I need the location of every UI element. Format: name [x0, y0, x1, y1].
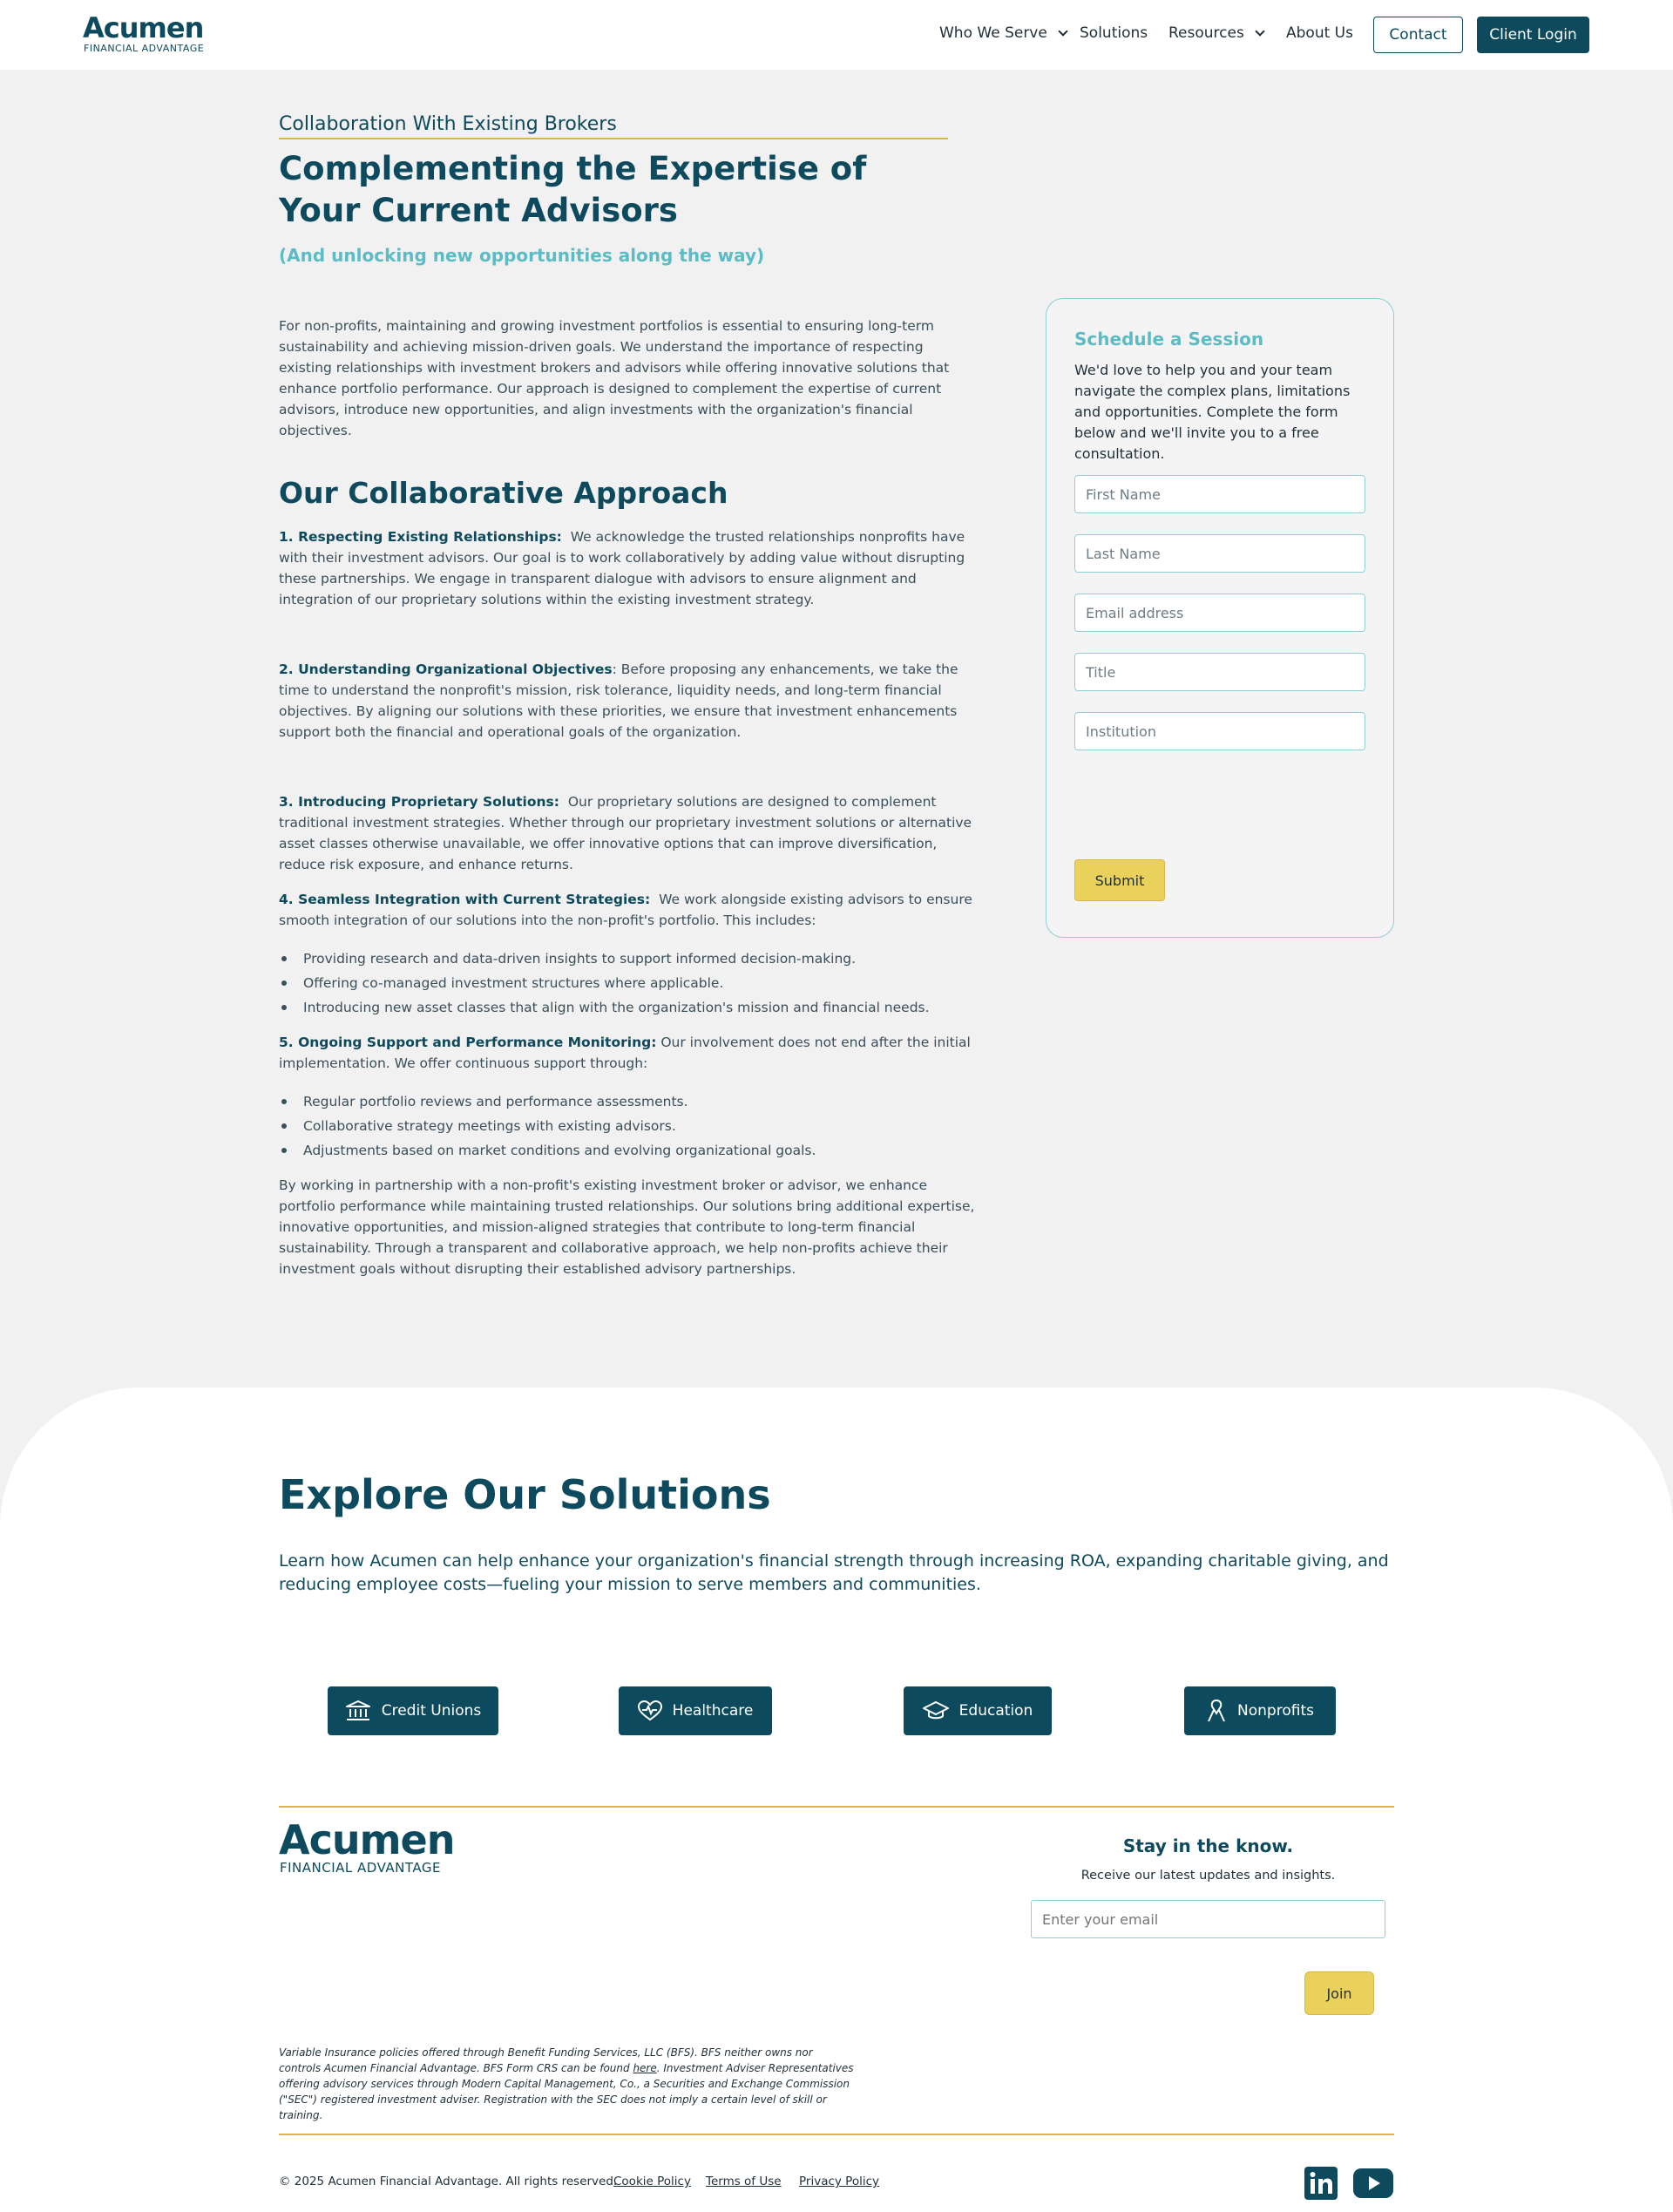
heart-pulse-icon	[638, 1700, 662, 1721]
newsletter-heading: Stay in the know.	[1122, 1835, 1294, 1856]
join-button[interactable]: Join	[1304, 1971, 1374, 2015]
list-item: Regular portfolio reviews and performance assessments.	[279, 1089, 976, 1114]
logo-word: Acumen	[279, 1816, 455, 1863]
point-text: Our involvement does not end after the initial implementation. We offer continuous support through:	[279, 1035, 971, 1071]
eyebrow-heading: Collaboration With Existing Brokers	[279, 113, 617, 135]
cookie-policy-link[interactable]: Cookie Policy	[613, 2175, 691, 2188]
list-item: Adjustments based on market conditions and evolving organizational goals.	[279, 1138, 976, 1163]
form-title: Schedule a Session	[1074, 329, 1264, 349]
healthcare-button[interactable]	[619, 1686, 772, 1735]
nav-resources[interactable]	[1168, 24, 1263, 42]
eyebrow-divider	[279, 138, 948, 139]
button-label: Education	[958, 1702, 1033, 1720]
point-title: 1. Respecting Existing Relationships:	[279, 529, 562, 545]
button-label: Nonprofits	[1237, 1702, 1314, 1720]
submit-button[interactable]: Submit	[1074, 859, 1165, 901]
footer-divider-bottom	[279, 2134, 1394, 2135]
bullet-list-5	[279, 1089, 976, 1163]
schedule-session-form	[1046, 298, 1394, 938]
point-title: 3. Introducing Proprietary Solutions:	[279, 794, 559, 810]
footer-logo[interactable]	[279, 1818, 453, 1876]
logo-subtitle: FINANCIAL ADVANTAGE	[84, 43, 205, 54]
site-header	[0, 0, 1673, 70]
logo[interactable]	[83, 12, 205, 56]
title-field[interactable]	[1074, 653, 1365, 691]
email-field[interactable]	[1074, 594, 1365, 632]
point-3	[279, 791, 976, 875]
nav-label: About Us	[1286, 24, 1353, 42]
chevron-down-icon	[1255, 26, 1264, 36]
privacy-policy-link[interactable]: Privacy Policy	[799, 2175, 880, 2188]
disclaimer-text	[279, 2045, 854, 2123]
nav-label: Resources	[1168, 24, 1244, 42]
approach-heading: Our Collaborative Approach	[279, 476, 728, 510]
linkedin-icon	[1304, 2167, 1338, 2200]
terms-of-use-link[interactable]: Terms of Use	[706, 2175, 782, 2188]
last-name-field[interactable]	[1074, 534, 1365, 573]
point-text: We acknowledge the trusted relationships nonprofits have with their investment advisors. Our goal is to work collaboratively by adding value without disrupting these partnerships. We engage in transparent dialogue with advisors to ensure alignment and integration of our proprietary solutions within the existing investment strategy.	[279, 529, 965, 607]
contact-button[interactable]: Contact	[1373, 17, 1463, 53]
point-text: Our proprietary solutions are designed to complement traditional investment strategies. Whether through our proprietary investment solutions or alternative asset classes otherwise unavailable, we offer innovative options that can improve diversification, reduce risk exposure, and enhance returns.	[279, 794, 972, 872]
explore-description: Learn how Acumen can help enhance your organization's financial strength through increasing ROA, expanding charitable giving, and reducing employee costs—fueling your mission to serve members and communities.	[279, 1551, 1389, 1594]
list-item: Providing research and data-driven insights to support informed decision-making.	[279, 947, 976, 971]
institution-field[interactable]	[1074, 712, 1365, 750]
bfs-crs-link[interactable]: here	[633, 2062, 657, 2074]
ribbon-icon	[1206, 1699, 1227, 1723]
nav-about-us[interactable]	[1286, 24, 1353, 42]
disclaimer-part: . Investment Adviser Representatives offering advisory services through Modern Capital Management, Co., a Securities and Exchange Commission ("SEC") registered investment adviser. Registration with the SEC does not imply a certain level of skill or training.	[279, 2062, 854, 2121]
point-title: 2. Understanding Organizational Objectives	[279, 662, 613, 677]
list-item: Offering co-managed investment structures where applicable.	[279, 971, 976, 995]
logo-subtitle: FINANCIAL ADVANTAGE	[280, 1860, 441, 1876]
list-item: Introducing new asset classes that align with the organization's mission and financial needs.	[279, 995, 976, 1020]
point-text: : Before proposing any enhancements, we take the time to understand the nonprofit's mission, risk tolerance, liquidity needs, and long-term financial objectives. By aligning our solutions with these priorities, we ensure that investment enhancements support both the financial and operational goals of the organization.	[279, 662, 958, 740]
button-label: Healthcare	[672, 1702, 754, 1720]
linkedin-link[interactable]	[1304, 2167, 1338, 2203]
point-2	[279, 659, 976, 743]
list-item: Collaborative strategy meetings with existing advisors.	[279, 1114, 976, 1138]
point-1	[279, 526, 976, 610]
nav-who-we-serve[interactable]	[939, 24, 1067, 42]
newsletter-email-input[interactable]	[1031, 1900, 1385, 1938]
newsletter-subtext: Receive our latest updates and insights.	[1080, 1869, 1336, 1883]
nav-label: Solutions	[1080, 24, 1148, 42]
point-5	[279, 1032, 976, 1074]
point-4	[279, 889, 976, 931]
button-label: Credit Unions	[381, 1702, 482, 1720]
point-title: 4. Seamless Integration with Current Strategies:	[279, 892, 651, 907]
education-button[interactable]	[904, 1686, 1052, 1735]
client-login-button[interactable]: Client Login	[1477, 17, 1589, 53]
bullet-list-4	[279, 947, 976, 1020]
point-text: We work alongside existing advisors to ensure smooth integration of our solutions into the non-profit's portfolio. This includes:	[279, 892, 972, 928]
nonprofits-button[interactable]	[1184, 1686, 1336, 1735]
page-title: Complementing the Expertise of Your Current Advisors	[279, 150, 867, 229]
nav-solutions[interactable]	[1080, 24, 1148, 42]
logo-word: Acumen	[83, 11, 204, 44]
disclaimer-part: Variable Insurance policies offered through Benefit Funding Services, LLC (BFS). BFS neither owns nor controls Acumen Financial Advantage. BFS Form CRS can be found	[279, 2046, 813, 2074]
youtube-link[interactable]	[1353, 2168, 1393, 2202]
graduation-cap-icon	[923, 1700, 949, 1721]
bank-icon	[345, 1700, 371, 1721]
closing-paragraph: By working in partnership with a non-profit's existing investment broker or advisor, we enhance portfolio performance while maintaining trusted relationships. Our solutions bring additional expertise, innovative opportunities, and mission-aligned strategies that contribute to long-term financial sustainability. Through a transparent and collaborative approach, we help non-profits achieve their investment goals without disrupting their established advisory partnerships.	[279, 1177, 975, 1277]
point-title: 5. Ongoing Support and Performance Monitoring:	[279, 1035, 657, 1050]
form-description: We'd love to help you and your team navigate the complex plans, limitations and opportunities. Complete the form below and we'll invite you to a free consultation.	[1074, 362, 1351, 462]
copyright: © 2025 Acumen Financial Advantage. All rights reserved.	[279, 2175, 618, 2188]
first-name-field[interactable]	[1074, 475, 1365, 513]
nav-label: Who We Serve	[939, 24, 1047, 42]
page-subtitle: (And unlocking new opportunities along the way)	[279, 245, 765, 266]
intro-paragraph: For non-profits, maintaining and growing investment portfolios is essential to ensuring long-term sustainability and achieving mission-driven goals. We understand the importance of respecting existing relationships with investment brokers and advisors while offering innovative solutions that enhance portfolio performance. Our approach is designed to complement the expertise of current advisors, introduce new opportunities, and align investments with the organization's financial objectives.	[279, 318, 950, 438]
credit-unions-button[interactable]	[328, 1686, 498, 1735]
chevron-down-icon	[1058, 26, 1067, 36]
footer-divider-top	[279, 1806, 1394, 1808]
explore-heading: Explore Our Solutions	[279, 1471, 771, 1518]
youtube-icon	[1353, 2168, 1393, 2198]
